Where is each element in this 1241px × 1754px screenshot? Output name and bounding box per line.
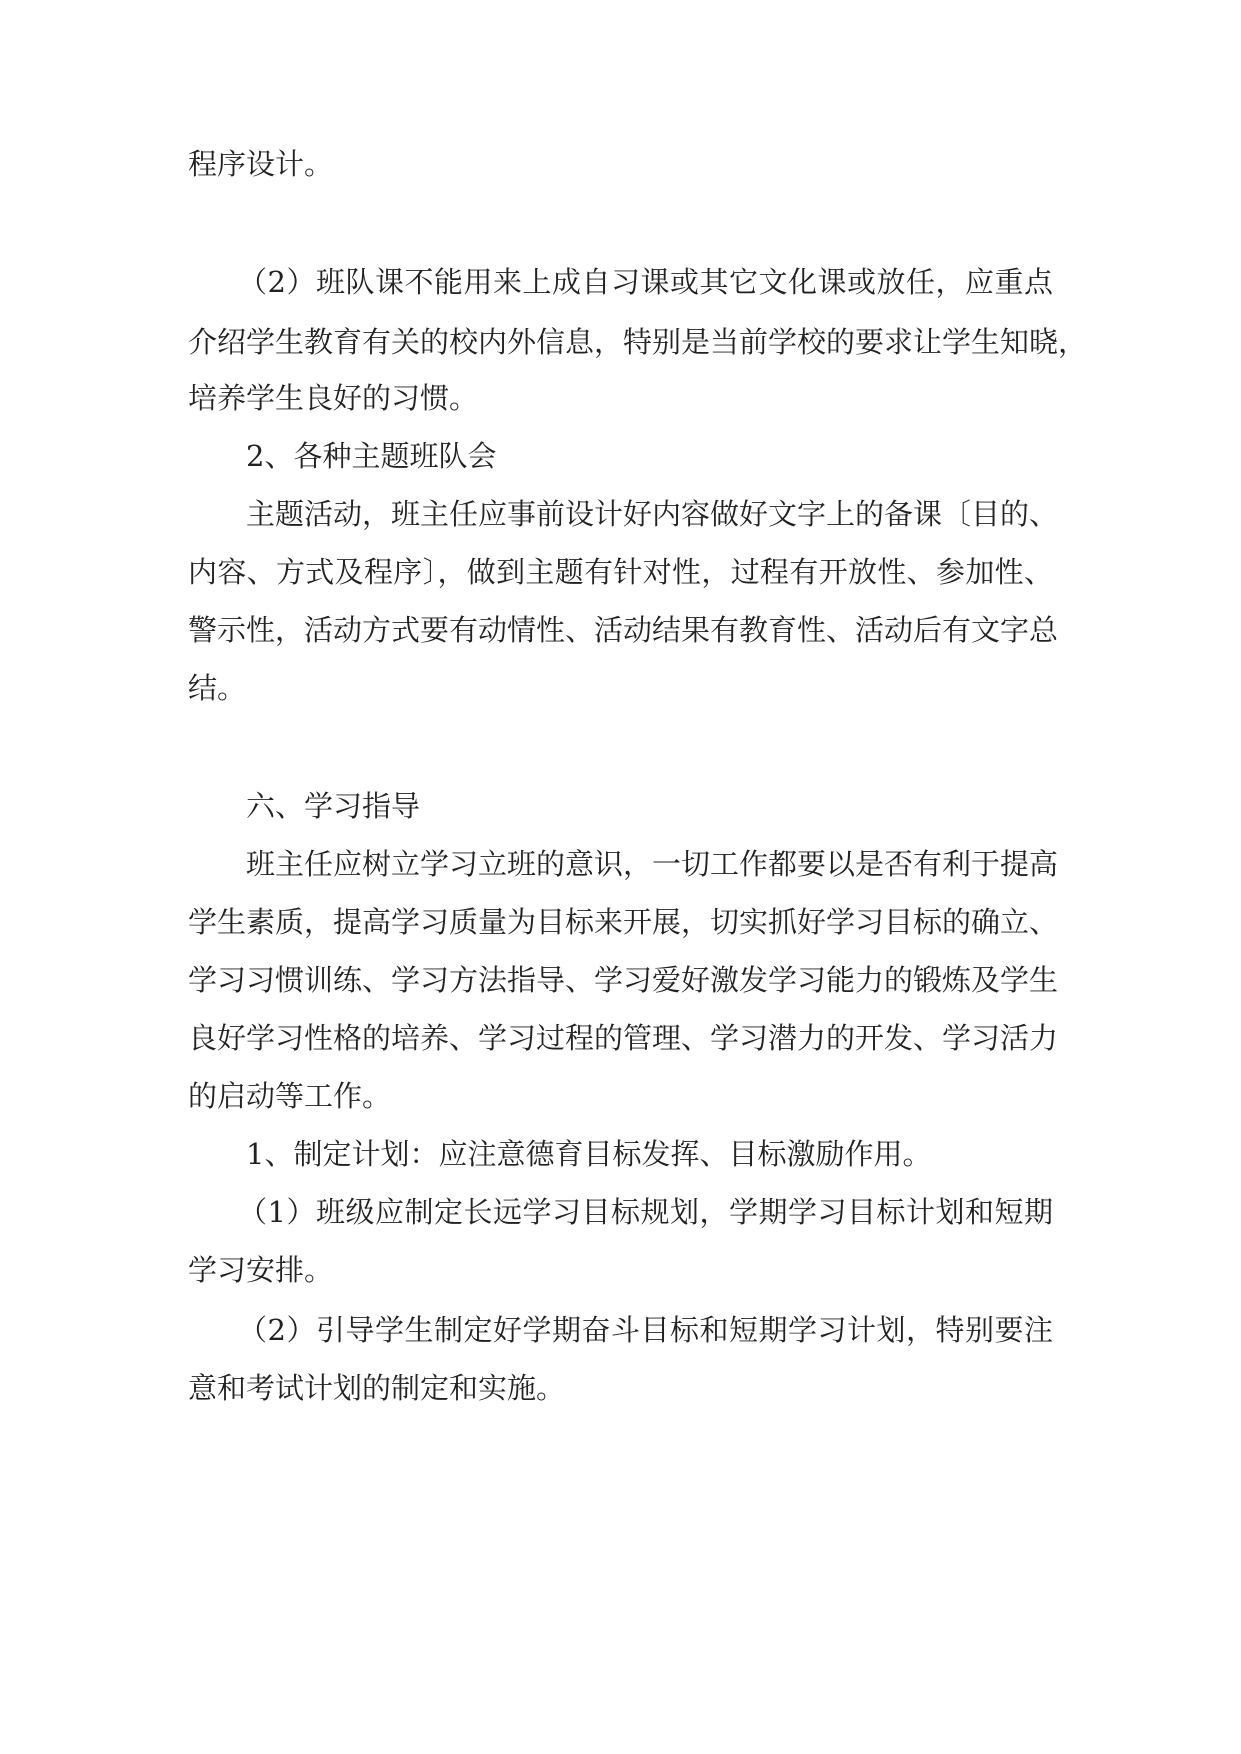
text-line: （1）班级应制定长远学习目标规划，学期学习目标计划和短期 [238,1195,1053,1229]
text-line: 良好学习性格的培养、学习过程的管理、学习潜力的开发、学习活力 [188,1021,1059,1055]
text-line: 程序设计。 [188,147,334,181]
text-line: 结。 [188,671,247,705]
text-line: 学生素质，提高学习质量为目标来开展，切实抓好学习目标的确立、 [188,905,1059,939]
text-line: 培养学生良好的习惯。 [188,381,479,415]
text-line: 意和考试计划的制定和实施。 [188,1371,566,1405]
text-line: 1、制定计划：应注意德育目标发挥、目标激励作用。 [246,1137,932,1171]
text-line: 主题活动，班主任应事前设计好内容做好文字上的备课〔目的、 [246,497,1059,531]
text-line: 的启动等工作。 [188,1079,392,1113]
text-line: 学习安排。 [188,1253,334,1287]
text-line: 班主任应树立学习立班的意识，一切工作都要以是否有利于提高 [246,847,1059,881]
text-line: 内容、方式及程序〕，做到主题有针对性，过程有开放性、参加性、 [188,555,1053,589]
text-line: 警示性，活动方式要有动情性、活动结果有教育性、活动后有文字总 [188,613,1059,647]
section-heading: 六、学习指导 [246,789,421,823]
text-line: （2）引导学生制定好学期奋斗目标和短期学习计划，特别要注 [238,1313,1053,1347]
text-line: （2）班队课不能用来上成自习课或其它文化课或放任，应重点 [238,265,1053,299]
text-line: 介绍学生教育有关的校内外信息，特别是当前学校的要求让学生知晓， [188,325,1088,359]
text-line: 学习习惯训练、学习方法指导、学习爱好激发学习能力的锻炼及学生 [188,963,1059,997]
section-heading: 2、各种主题班队会 [246,439,497,473]
